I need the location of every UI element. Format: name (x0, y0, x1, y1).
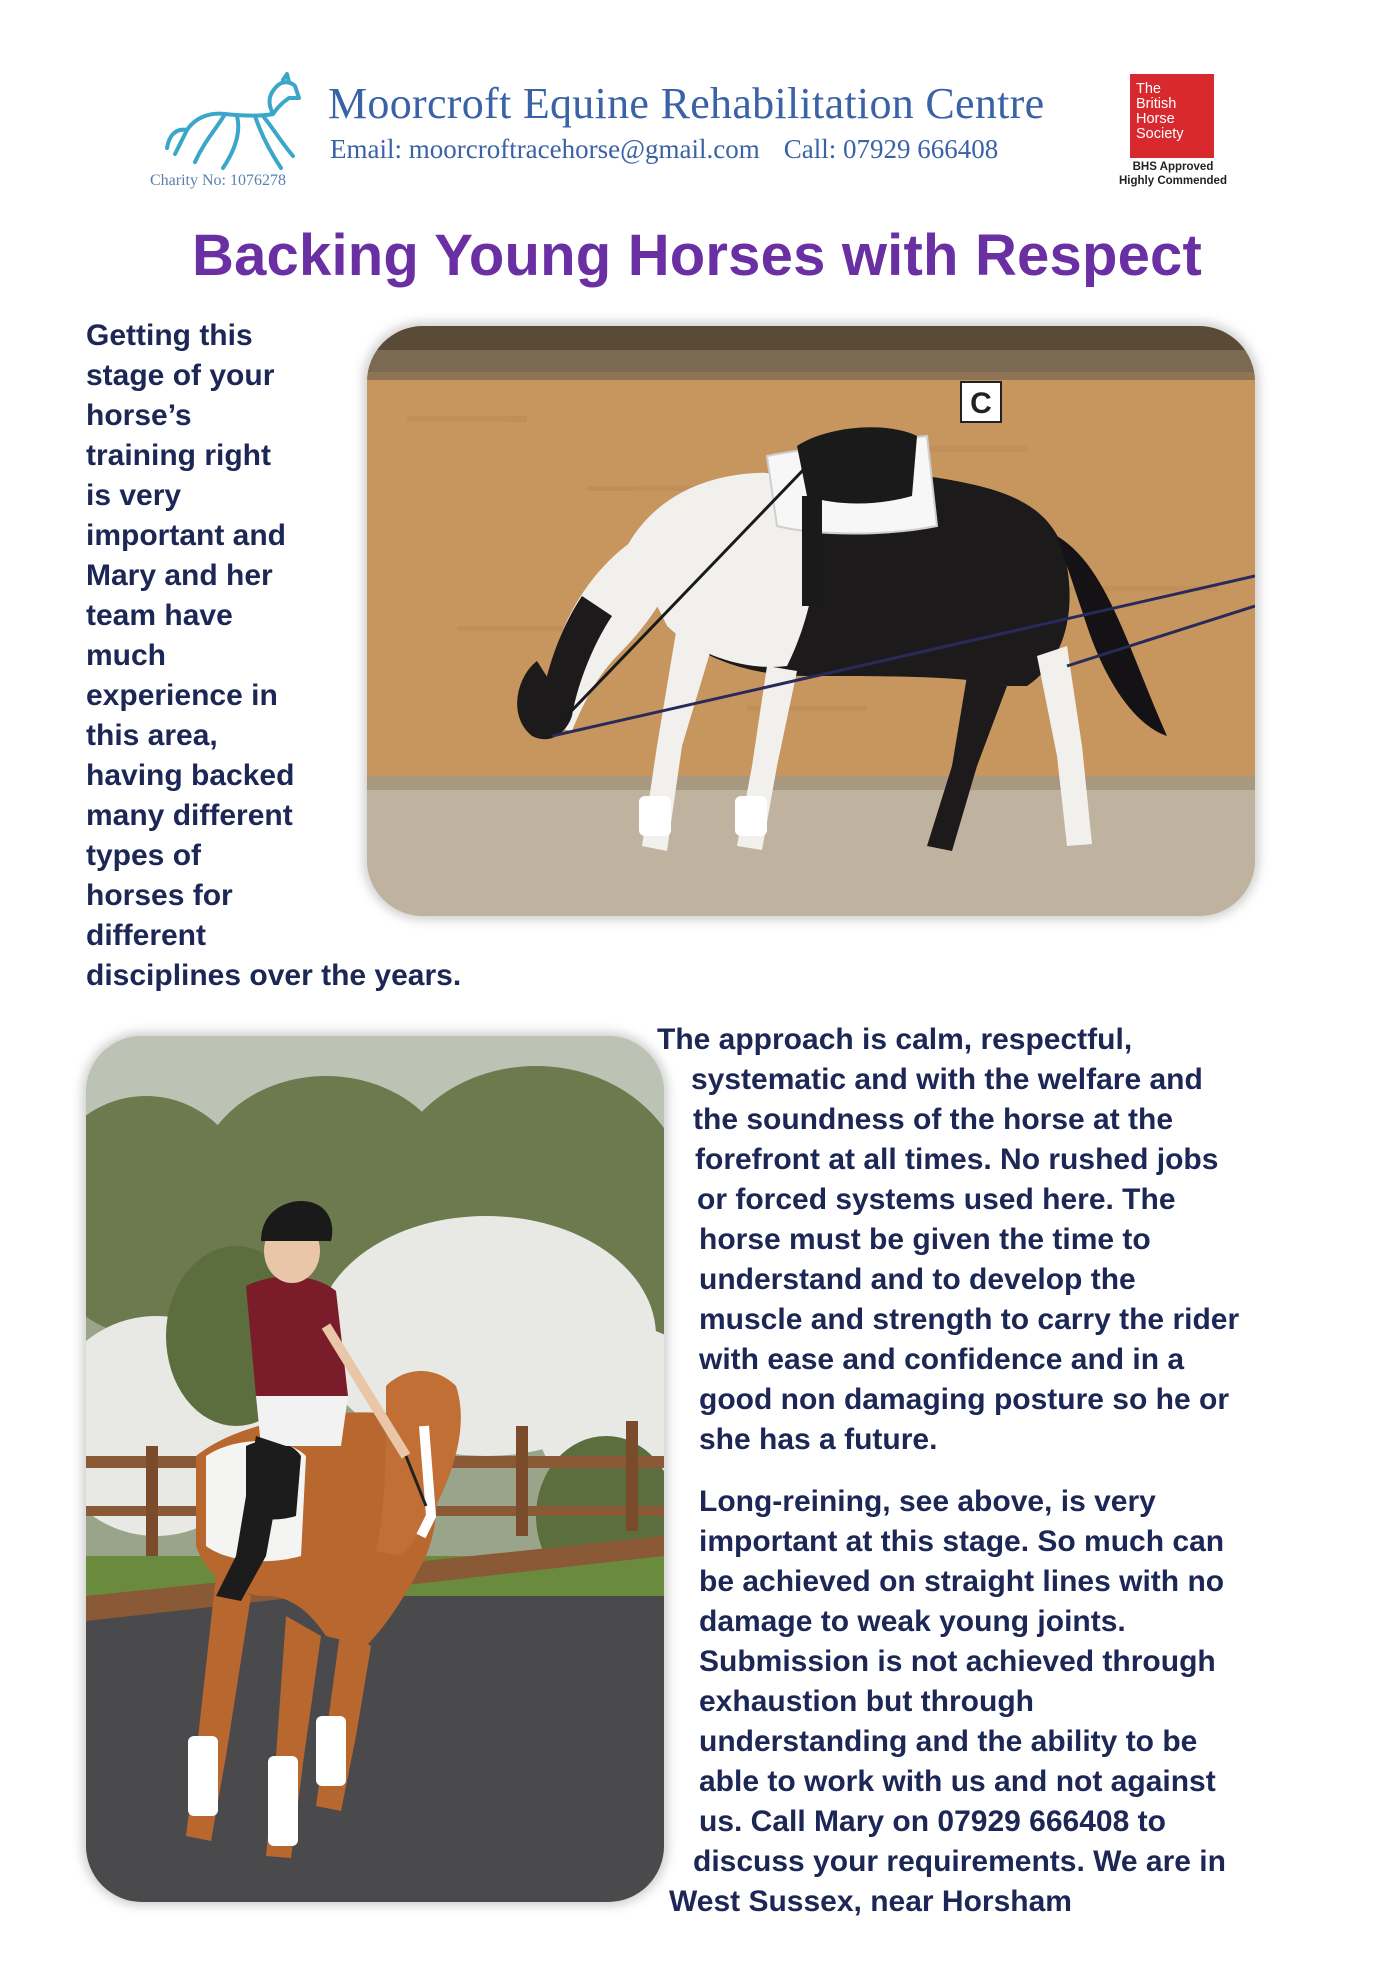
text-line: Mary and her (86, 559, 273, 592)
text-line: horse’s (86, 399, 192, 432)
text-line: much (86, 639, 167, 672)
text-line: types of (86, 839, 202, 872)
bhs-logo (1130, 74, 1214, 158)
text-line: team have (86, 599, 233, 632)
text-line: West Sussex, near Horsham (669, 1885, 1072, 1918)
rider-photo (86, 1036, 664, 1902)
letterhead (0, 0, 1394, 200)
bhs-logo-line: The (1136, 81, 1161, 97)
contact-line (330, 134, 998, 165)
text-line: horses for (86, 879, 233, 912)
text-line: or forced systems used here. The (697, 1183, 1176, 1216)
bhs-logo-line: Society (1136, 126, 1184, 142)
phone-number[interactable]: Call: 07929 666408 (783, 134, 999, 164)
email-address[interactable]: Email: moorcroftracehorse@gmail.com (330, 134, 760, 164)
text-line: understand and to develop the (699, 1263, 1136, 1296)
text-line: she has a future. (699, 1423, 938, 1456)
bhs-approval-caption (1108, 160, 1238, 188)
text-line: many different (86, 799, 293, 832)
text-line: muscle and strength to carry the rider (699, 1303, 1240, 1336)
bhs-logo-line: British (1136, 96, 1177, 112)
text-line: be achieved on straight lines with no (699, 1565, 1225, 1598)
bhs-caption-line: Highly Commended (1119, 175, 1227, 187)
rider-image (86, 1036, 664, 1902)
text-line: discuss your requirements. We are in (693, 1845, 1226, 1878)
organisation-name: Moorcroft Equine Rehabilitation Centre (328, 79, 1045, 128)
charity-number: Charity No: 1076278 (150, 172, 286, 189)
text-line: important at this stage. So much can (699, 1525, 1225, 1558)
page-title: Backing Young Horses with Respect (191, 223, 1203, 288)
text-line: is very (86, 479, 182, 512)
long-reining-image (367, 326, 1255, 916)
text-line: experience in (86, 679, 278, 712)
text-line: this area, (86, 719, 218, 752)
text-line: Submission is not achieved through (699, 1645, 1216, 1678)
text-line: having backed (86, 759, 295, 792)
arena-letter-marker: C (970, 387, 992, 420)
text-line: exhaustion but through (699, 1685, 1034, 1718)
horse-logo-icon (165, 72, 305, 177)
bhs-logo-line: Horse (1136, 111, 1175, 127)
long-reining-paragraph (657, 1482, 1226, 1922)
approach-paragraph (657, 1020, 1239, 1460)
text-line: training right (86, 439, 271, 472)
text-line: good non damaging posture so he or (699, 1383, 1229, 1416)
text-line: systematic and with the welfare and (691, 1063, 1203, 1096)
text-line: understanding and the ability to be (699, 1725, 1198, 1758)
text-line: horse must be given the time to (699, 1223, 1151, 1256)
text-line: damage to weak young joints. (699, 1605, 1126, 1638)
text-line: able to work with us and not against (699, 1765, 1216, 1798)
text-line: Getting this (86, 319, 253, 352)
text-line: us. Call Mary on 07929 666408 to (699, 1805, 1166, 1838)
text-line: The approach is calm, respectful, (657, 1023, 1133, 1056)
text-line: stage of your (86, 359, 275, 392)
text-line: Long-reining, see above, is very (699, 1485, 1156, 1518)
bhs-caption-line: BHS Approved (1132, 161, 1214, 173)
text-line: with ease and confidence and in a (699, 1343, 1185, 1376)
text-line: forefront at all times. No rushed jobs (695, 1143, 1219, 1176)
text-line: the soundness of the horse at the (693, 1103, 1174, 1136)
text-line: disciplines over the years. (86, 959, 462, 992)
long-reining-photo (367, 326, 1255, 916)
text-line: important and (86, 519, 286, 552)
text-line: different (86, 919, 206, 952)
